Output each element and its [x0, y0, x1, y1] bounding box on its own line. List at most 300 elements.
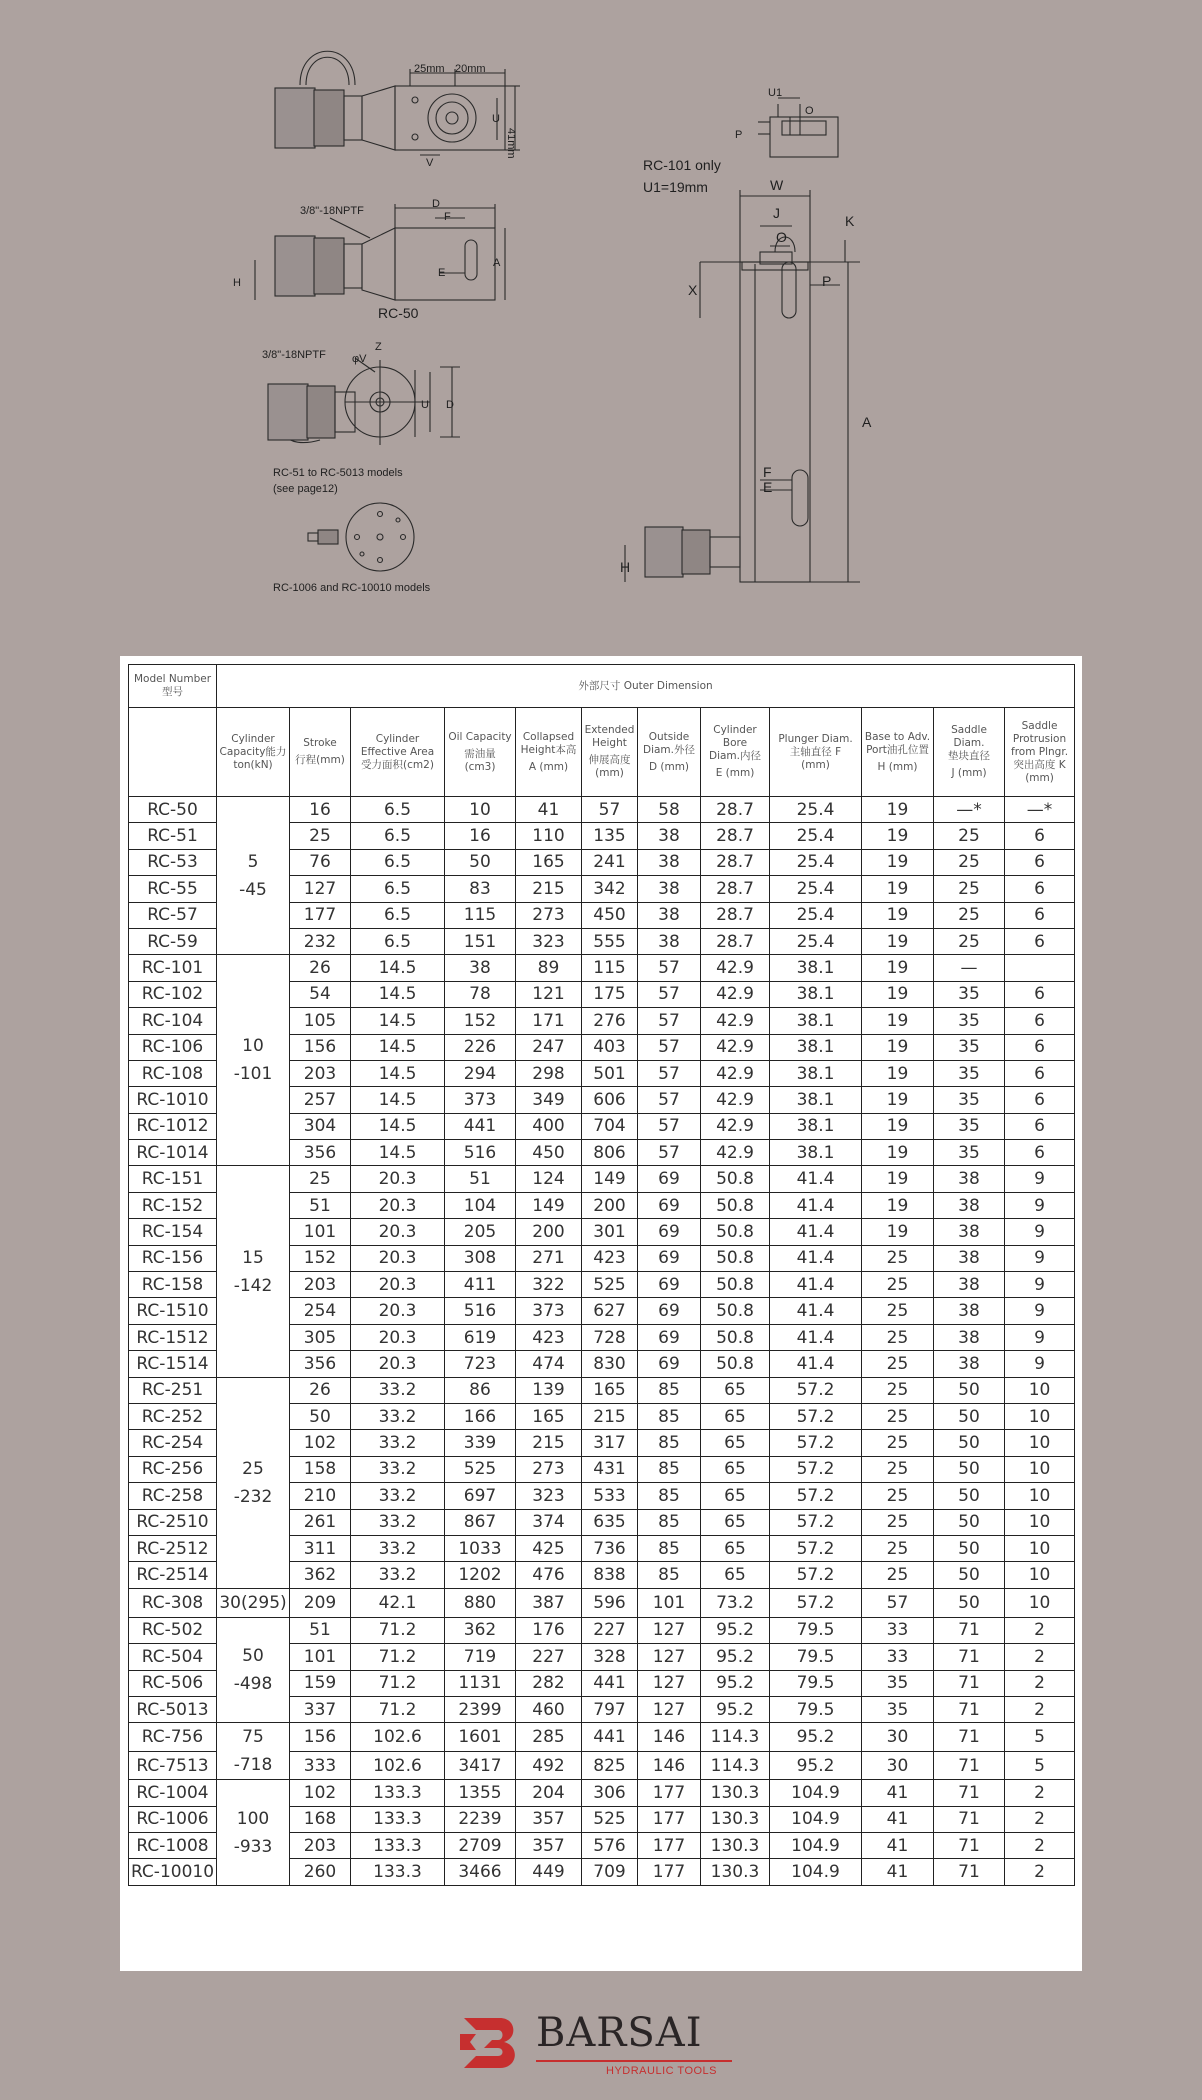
- model-number-cell: RC-53: [129, 849, 217, 875]
- value-cell: 232: [290, 928, 351, 954]
- value-cell: 797: [582, 1696, 638, 1722]
- value-cell: 38.1: [770, 1060, 862, 1086]
- table-row: [129, 1588, 1075, 1617]
- value-cell: 357: [516, 1833, 582, 1859]
- spec-table-panel: [120, 656, 1082, 1971]
- value-cell: 387: [516, 1588, 582, 1617]
- value-cell: 41.4: [770, 1245, 862, 1271]
- value-cell: 6.5: [351, 797, 445, 823]
- rc1006-view: [308, 503, 414, 571]
- value-cell: 16: [290, 797, 351, 823]
- value-cell: 14.5: [351, 1034, 445, 1060]
- table-row: [129, 955, 1075, 981]
- value-cell: 50.8: [701, 1272, 770, 1298]
- value-cell: 165: [516, 849, 582, 875]
- column-header: Collapsed Height本高 A (mm): [516, 708, 582, 797]
- value-cell: 85: [638, 1562, 701, 1588]
- value-cell: 57.2: [770, 1562, 862, 1588]
- value-cell: 200: [582, 1192, 638, 1218]
- value-cell: 2709: [445, 1833, 516, 1859]
- value-cell: 133.3: [351, 1833, 445, 1859]
- label-J: J: [773, 205, 780, 221]
- value-cell: 19: [862, 955, 934, 981]
- value-cell: 35: [934, 1034, 1005, 1060]
- value-cell: 349: [516, 1087, 582, 1113]
- value-cell: 20.3: [351, 1351, 445, 1377]
- table-row: [129, 1723, 1075, 1752]
- value-cell: —: [934, 955, 1005, 981]
- value-cell: 38: [934, 1192, 1005, 1218]
- value-cell: 51: [445, 1166, 516, 1192]
- value-cell: 38: [934, 1324, 1005, 1350]
- value-cell: 2: [1005, 1670, 1075, 1696]
- value-cell: 57: [638, 1008, 701, 1034]
- value-cell: 20.3: [351, 1192, 445, 1218]
- value-cell: 596: [582, 1588, 638, 1617]
- value-cell: 19: [862, 1087, 934, 1113]
- value-cell: 50.8: [701, 1324, 770, 1350]
- label-phiV: φV: [352, 353, 367, 365]
- rc51-series-view: [268, 358, 460, 445]
- value-cell: 71.2: [351, 1617, 445, 1643]
- value-cell: 95.2: [701, 1670, 770, 1696]
- value-cell: 101: [290, 1219, 351, 1245]
- value-cell: 260: [290, 1859, 351, 1885]
- model-number-cell: RC-1514: [129, 1351, 217, 1377]
- value-cell: 57.2: [770, 1483, 862, 1509]
- value-cell: 333: [290, 1751, 351, 1780]
- label-rc101-note1: RC-101 only: [643, 157, 721, 173]
- value-cell: 69: [638, 1351, 701, 1377]
- model-number-cell: RC-1006: [129, 1806, 217, 1832]
- value-cell: 50: [934, 1509, 1005, 1535]
- value-cell: 176: [516, 1617, 582, 1643]
- value-cell: 308: [445, 1245, 516, 1271]
- value-cell: 20.3: [351, 1298, 445, 1324]
- value-cell: 1033: [445, 1535, 516, 1561]
- value-cell: 38: [934, 1219, 1005, 1245]
- label-K: K: [845, 213, 855, 229]
- model-number-cell: RC-57: [129, 902, 217, 928]
- value-cell: 130.3: [701, 1859, 770, 1885]
- value-cell: 38.1: [770, 1113, 862, 1139]
- brand-logo: [456, 2010, 756, 2080]
- value-cell: 19: [862, 876, 934, 902]
- value-cell: 115: [582, 955, 638, 981]
- table-row: [129, 797, 1075, 823]
- label-V: V: [426, 157, 434, 169]
- value-cell: 38: [638, 823, 701, 849]
- value-cell: 85: [638, 1430, 701, 1456]
- model-number-header: Model Number 型号: [129, 665, 217, 708]
- value-cell: 627: [582, 1298, 638, 1324]
- value-cell: 10: [1005, 1535, 1075, 1561]
- value-cell: 25: [290, 823, 351, 849]
- technical-drawings: [0, 0, 1202, 640]
- value-cell: 33.2: [351, 1483, 445, 1509]
- value-cell: 127: [290, 876, 351, 902]
- value-cell: 247: [516, 1034, 582, 1060]
- value-cell: 83: [445, 876, 516, 902]
- model-number-cell: RC-256: [129, 1456, 217, 1482]
- value-cell: 127: [638, 1696, 701, 1722]
- model-number-cell: RC-108: [129, 1060, 217, 1086]
- value-cell: 57: [862, 1588, 934, 1617]
- value-cell: 38: [934, 1272, 1005, 1298]
- value-cell: 2239: [445, 1806, 516, 1832]
- label-U2: U: [421, 399, 429, 411]
- value-cell: 25: [862, 1535, 934, 1561]
- value-cell: 2399: [445, 1696, 516, 1722]
- value-cell: 57: [638, 1113, 701, 1139]
- value-cell: 101: [290, 1644, 351, 1670]
- value-cell: 450: [582, 902, 638, 928]
- value-cell: 146: [638, 1751, 701, 1780]
- value-cell: 71: [934, 1644, 1005, 1670]
- model-number-cell: RC-1008: [129, 1833, 217, 1859]
- label-nptf: 3/8"-18NPTF: [300, 205, 364, 217]
- value-cell: 26: [290, 955, 351, 981]
- table-row: [129, 1780, 1075, 1806]
- value-cell: 525: [445, 1456, 516, 1482]
- value-cell: 38: [638, 849, 701, 875]
- value-cell: 71: [934, 1833, 1005, 1859]
- value-cell: 226: [445, 1034, 516, 1060]
- value-cell: 38: [638, 902, 701, 928]
- value-cell: 71.2: [351, 1696, 445, 1722]
- value-cell: 57.2: [770, 1535, 862, 1561]
- value-cell: 19: [862, 1140, 934, 1166]
- value-cell: 301: [582, 1219, 638, 1245]
- value-cell: 1601: [445, 1723, 516, 1752]
- label-25mm: 25mm: [414, 63, 445, 75]
- value-cell: 19: [862, 928, 934, 954]
- column-header: Oil Capacity 需油量 (cm3): [445, 708, 516, 797]
- value-cell: 825: [582, 1751, 638, 1780]
- value-cell: 42.9: [701, 1140, 770, 1166]
- value-cell: 10: [1005, 1377, 1075, 1403]
- capacity-cell: 75 -718: [217, 1723, 290, 1780]
- value-cell: 400: [516, 1113, 582, 1139]
- capacity-cell: 100 -933: [217, 1780, 290, 1886]
- value-cell: 25: [862, 1403, 934, 1429]
- value-cell: 51: [290, 1192, 351, 1218]
- value-cell: 165: [516, 1403, 582, 1429]
- value-cell: 42.9: [701, 1113, 770, 1139]
- value-cell: 156: [290, 1034, 351, 1060]
- value-cell: 69: [638, 1272, 701, 1298]
- value-cell: 215: [516, 1430, 582, 1456]
- value-cell: 25: [862, 1456, 934, 1482]
- value-cell: 85: [638, 1456, 701, 1482]
- value-cell: 474: [516, 1351, 582, 1377]
- value-cell: 25.4: [770, 902, 862, 928]
- value-cell: 41: [516, 797, 582, 823]
- value-cell: 3466: [445, 1859, 516, 1885]
- value-cell: 65: [701, 1562, 770, 1588]
- value-cell: 241: [582, 849, 638, 875]
- value-cell: 10: [1005, 1483, 1075, 1509]
- value-cell: 50: [934, 1483, 1005, 1509]
- value-cell: 25: [934, 849, 1005, 875]
- value-cell: 215: [516, 876, 582, 902]
- value-cell: 880: [445, 1588, 516, 1617]
- value-cell: 50.8: [701, 1351, 770, 1377]
- label-rc101-note2: U1=19mm: [643, 179, 708, 195]
- value-cell: 374: [516, 1509, 582, 1535]
- value-cell: 38.1: [770, 981, 862, 1007]
- value-cell: 728: [582, 1324, 638, 1350]
- value-cell: 38.1: [770, 1140, 862, 1166]
- value-cell: 127: [638, 1644, 701, 1670]
- column-header: Outside Diam.外径 D (mm): [638, 708, 701, 797]
- value-cell: 14.5: [351, 981, 445, 1007]
- value-cell: 5: [1005, 1751, 1075, 1780]
- model-number-cell: RC-2510: [129, 1509, 217, 1535]
- value-cell: 19: [862, 981, 934, 1007]
- value-cell: 227: [582, 1617, 638, 1643]
- label-E: E: [438, 267, 446, 279]
- value-cell: 14.5: [351, 1087, 445, 1113]
- value-cell: 9: [1005, 1192, 1075, 1218]
- column-header: Cylinder Bore Diam.内径 E (mm): [701, 708, 770, 797]
- value-cell: 20.3: [351, 1245, 445, 1271]
- cylinder-elevation: [625, 190, 860, 582]
- column-header: Saddle Protrusion from Plngr. 突出高度 K (mm): [1005, 708, 1075, 797]
- value-cell: 19: [862, 1219, 934, 1245]
- value-cell: 135: [582, 823, 638, 849]
- value-cell: 130.3: [701, 1806, 770, 1832]
- model-number-cell: RC-2512: [129, 1535, 217, 1561]
- value-cell: 525: [582, 1806, 638, 1832]
- value-cell: 204: [516, 1780, 582, 1806]
- value-cell: 71: [934, 1751, 1005, 1780]
- value-cell: 9: [1005, 1298, 1075, 1324]
- value-cell: 51: [290, 1617, 351, 1643]
- model-number-cell: RC-308: [129, 1588, 217, 1617]
- label-P2: P: [822, 273, 832, 289]
- value-cell: 555: [582, 928, 638, 954]
- value-cell: 25: [862, 1562, 934, 1588]
- value-cell: 41.4: [770, 1219, 862, 1245]
- value-cell: 441: [582, 1670, 638, 1696]
- value-cell: 25: [862, 1430, 934, 1456]
- value-cell: 69: [638, 1298, 701, 1324]
- value-cell: 9: [1005, 1166, 1075, 1192]
- value-cell: 110: [516, 823, 582, 849]
- value-cell: 76: [290, 849, 351, 875]
- value-cell: 38.1: [770, 1008, 862, 1034]
- value-cell: 65: [701, 1377, 770, 1403]
- value-cell: 57: [638, 955, 701, 981]
- value-cell: 723: [445, 1351, 516, 1377]
- model-number-cell: RC-251: [129, 1377, 217, 1403]
- model-number-cell: RC-156: [129, 1245, 217, 1271]
- value-cell: 19: [862, 797, 934, 823]
- value-cell: 25: [862, 1298, 934, 1324]
- value-cell: 133.3: [351, 1806, 445, 1832]
- value-cell: 533: [582, 1483, 638, 1509]
- value-cell: 130.3: [701, 1780, 770, 1806]
- table-row: [129, 1166, 1075, 1192]
- label-H: H: [233, 277, 241, 289]
- value-cell: 65: [701, 1509, 770, 1535]
- value-cell: 57: [638, 1140, 701, 1166]
- value-cell: 6: [1005, 981, 1075, 1007]
- value-cell: 14.5: [351, 955, 445, 981]
- column-header: Saddle Diam. 垫块直径 J (mm): [934, 708, 1005, 797]
- value-cell: 95.2: [701, 1644, 770, 1670]
- column-header: Extended Height 伸展高度 (mm): [582, 708, 638, 797]
- value-cell: 105: [290, 1008, 351, 1034]
- value-cell: 104.9: [770, 1806, 862, 1832]
- value-cell: 9: [1005, 1245, 1075, 1271]
- model-number-cell: RC-258: [129, 1483, 217, 1509]
- value-cell: 322: [516, 1272, 582, 1298]
- value-cell: 2: [1005, 1617, 1075, 1643]
- value-cell: 5: [1005, 1723, 1075, 1752]
- value-cell: 42.9: [701, 1060, 770, 1086]
- value-cell: 25.4: [770, 823, 862, 849]
- value-cell: 25: [862, 1272, 934, 1298]
- value-cell: 25: [862, 1245, 934, 1271]
- capacity-cell: 25 -232: [217, 1377, 290, 1588]
- value-cell: 58: [638, 797, 701, 823]
- value-cell: 19: [862, 1034, 934, 1060]
- value-cell: 124: [516, 1166, 582, 1192]
- value-cell: 254: [290, 1298, 351, 1324]
- label-O: O: [805, 105, 814, 117]
- value-cell: 373: [445, 1087, 516, 1113]
- value-cell: 78: [445, 981, 516, 1007]
- value-cell: 342: [582, 876, 638, 902]
- value-cell: —*: [934, 797, 1005, 823]
- value-cell: 10: [1005, 1562, 1075, 1588]
- value-cell: 42.9: [701, 1034, 770, 1060]
- value-cell: 149: [582, 1166, 638, 1192]
- label-H2: H: [620, 559, 631, 575]
- value-cell: 41.4: [770, 1324, 862, 1350]
- value-cell: 41.4: [770, 1298, 862, 1324]
- value-cell: 139: [516, 1377, 582, 1403]
- value-cell: 606: [582, 1087, 638, 1113]
- value-cell: 20.3: [351, 1219, 445, 1245]
- value-cell: 19: [862, 1192, 934, 1218]
- value-cell: 26: [290, 1377, 351, 1403]
- value-cell: 9: [1005, 1351, 1075, 1377]
- capacity-cell: 30(295): [217, 1588, 290, 1617]
- column-header: Cylinder Capacity能力 ton(kN): [217, 708, 290, 797]
- value-cell: 317: [582, 1430, 638, 1456]
- value-cell: 177: [638, 1859, 701, 1885]
- value-cell: 50: [290, 1403, 351, 1429]
- value-cell: 25: [862, 1324, 934, 1350]
- model-number-cell: RC-1512: [129, 1324, 217, 1350]
- value-cell: 203: [290, 1060, 351, 1086]
- model-number-cell: RC-10010: [129, 1859, 217, 1885]
- value-cell: 71: [934, 1670, 1005, 1696]
- value-cell: 441: [582, 1723, 638, 1752]
- value-cell: 57.2: [770, 1588, 862, 1617]
- value-cell: 25: [862, 1509, 934, 1535]
- value-cell: 57.2: [770, 1430, 862, 1456]
- value-cell: 35: [934, 1113, 1005, 1139]
- value-cell: 85: [638, 1509, 701, 1535]
- value-cell: 177: [638, 1833, 701, 1859]
- value-cell: 54: [290, 981, 351, 1007]
- label-O2: O: [776, 229, 787, 245]
- value-cell: 10: [1005, 1430, 1075, 1456]
- value-cell: 104.9: [770, 1833, 862, 1859]
- value-cell: 95.2: [701, 1696, 770, 1722]
- value-cell: 441: [445, 1113, 516, 1139]
- value-cell: 276: [582, 1008, 638, 1034]
- value-cell: 71: [934, 1696, 1005, 1722]
- value-cell: 25.4: [770, 797, 862, 823]
- value-cell: 71: [934, 1806, 1005, 1832]
- value-cell: 704: [582, 1113, 638, 1139]
- value-cell: 85: [638, 1535, 701, 1561]
- value-cell: 25: [934, 902, 1005, 928]
- value-cell: 6: [1005, 928, 1075, 954]
- value-cell: 171: [516, 1008, 582, 1034]
- rc101-detail: [758, 98, 838, 157]
- value-cell: 152: [445, 1008, 516, 1034]
- value-cell: 73.2: [701, 1588, 770, 1617]
- rc50-side-view: [255, 204, 505, 300]
- model-number-cell: RC-1012: [129, 1113, 217, 1139]
- model-number-cell: RC-55: [129, 876, 217, 902]
- value-cell: 719: [445, 1644, 516, 1670]
- value-cell: 227: [516, 1644, 582, 1670]
- label-A2: A: [862, 414, 872, 430]
- value-cell: 38: [934, 1351, 1005, 1377]
- column-header: Stroke 行程(mm): [290, 708, 351, 797]
- value-cell: 28.7: [701, 797, 770, 823]
- value-cell: 867: [445, 1509, 516, 1535]
- value-cell: 69: [638, 1219, 701, 1245]
- model-number-cell: RC-1010: [129, 1087, 217, 1113]
- value-cell: 165: [582, 1377, 638, 1403]
- value-cell: 423: [582, 1245, 638, 1271]
- value-cell: 86: [445, 1377, 516, 1403]
- value-cell: 28.7: [701, 849, 770, 875]
- label-X: X: [688, 282, 698, 298]
- model-number-cell: RC-5013: [129, 1696, 217, 1722]
- brand-tagline: HYDRAULIC TOOLS: [606, 2065, 718, 2077]
- value-cell: [1005, 955, 1075, 981]
- value-cell: 71: [934, 1780, 1005, 1806]
- spec-table-body: [129, 797, 1075, 1886]
- value-cell: 33: [862, 1617, 934, 1643]
- label-41mm: 41mm: [505, 128, 517, 159]
- value-cell: 50.8: [701, 1298, 770, 1324]
- model-col-blank: [129, 708, 217, 797]
- value-cell: 57: [638, 1087, 701, 1113]
- value-cell: 25.4: [770, 876, 862, 902]
- value-cell: 41: [862, 1833, 934, 1859]
- value-cell: 79.5: [770, 1670, 862, 1696]
- model-number-cell: RC-154: [129, 1219, 217, 1245]
- value-cell: 127: [638, 1617, 701, 1643]
- value-cell: 6.5: [351, 902, 445, 928]
- value-cell: 273: [516, 1456, 582, 1482]
- value-cell: 102: [290, 1780, 351, 1806]
- value-cell: 38.1: [770, 1034, 862, 1060]
- value-cell: 42.1: [351, 1588, 445, 1617]
- value-cell: 305: [290, 1324, 351, 1350]
- value-cell: 85: [638, 1483, 701, 1509]
